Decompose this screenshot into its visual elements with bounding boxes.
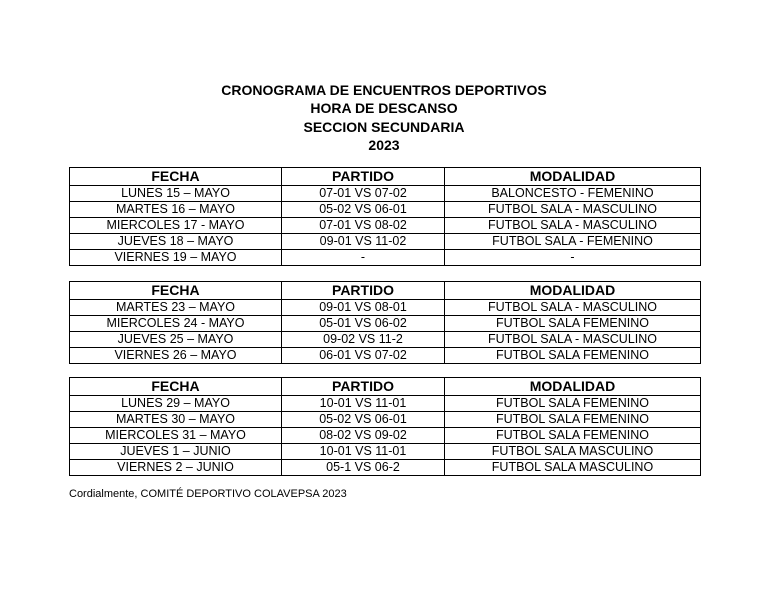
table-row — [70, 412, 701, 428]
table-row — [70, 316, 701, 332]
cell-partido: 06-01 VS 07-02 — [282, 348, 445, 364]
column-header-fecha: FECHA — [70, 168, 282, 186]
cell-modalidad: - — [445, 250, 701, 266]
cell-partido: 09-01 VS 11-02 — [282, 234, 445, 250]
schedule-table-week-2 — [69, 281, 701, 364]
table-row — [70, 348, 701, 364]
table-row — [70, 332, 701, 348]
cell-fecha: JUEVES 25 – MAYO — [70, 332, 282, 348]
cell-modalidad: FUTBOL SALA FEMENINO — [445, 428, 701, 444]
cell-modalidad: FUTBOL SALA - MASCULINO — [445, 218, 701, 234]
cell-fecha: MIERCOLES 24 - MAYO — [70, 316, 282, 332]
cell-partido: 08-02 VS 09-02 — [282, 428, 445, 444]
column-header-modalidad: MODALIDAD — [445, 282, 701, 300]
cell-modalidad: FUTBOL SALA MASCULINO — [445, 460, 701, 476]
cell-modalidad: BALONCESTO - FEMENINO — [445, 186, 701, 202]
cell-partido: 10-01 VS 11-01 — [282, 444, 445, 460]
cell-partido: 07-01 VS 07-02 — [282, 186, 445, 202]
document-subtitle-break-time: HORA DE DESCANSO — [310, 100, 458, 116]
cell-modalidad: FUTBOL SALA MASCULINO — [445, 444, 701, 460]
cell-partido: 07-01 VS 08-02 — [282, 218, 445, 234]
cell-partido: 05-01 VS 06-02 — [282, 316, 445, 332]
cell-modalidad: FUTBOL SALA FEMENINO — [445, 412, 701, 428]
cell-modalidad: FUTBOL SALA FEMENINO — [445, 316, 701, 332]
column-header-partido: PARTIDO — [282, 282, 445, 300]
cell-partido: 05-1 VS 06-2 — [282, 460, 445, 476]
cell-partido: 10-01 VS 11-01 — [282, 396, 445, 412]
document-title: CRONOGRAMA DE ENCUENTROS DEPORTIVOS — [221, 82, 547, 98]
table-row — [70, 396, 701, 412]
cell-modalidad: FUTBOL SALA - FEMENINO — [445, 234, 701, 250]
document-subtitle-section: SECCION SECUNDARIA — [303, 119, 465, 135]
table-row — [70, 444, 701, 460]
cell-fecha: MARTES 16 – MAYO — [70, 202, 282, 218]
table-header-row — [70, 168, 701, 186]
cell-fecha: LUNES 29 – MAYO — [70, 396, 282, 412]
cell-partido: 09-01 VS 08-01 — [282, 300, 445, 316]
cell-modalidad: FUTBOL SALA - MASCULINO — [445, 300, 701, 316]
cell-modalidad: FUTBOL SALA - MASCULINO — [445, 202, 701, 218]
cell-modalidad: FUTBOL SALA - MASCULINO — [445, 332, 701, 348]
cell-fecha: VIERNES 2 – JUNIO — [70, 460, 282, 476]
document-year: 2023 — [368, 137, 400, 153]
column-header-modalidad: MODALIDAD — [445, 378, 701, 396]
cell-modalidad: FUTBOL SALA FEMENINO — [445, 348, 701, 364]
cell-partido: - — [282, 250, 445, 266]
table-header-row — [70, 282, 701, 300]
table-header-row — [70, 378, 701, 396]
table-row — [70, 460, 701, 476]
cell-fecha: VIERNES 19 – MAYO — [70, 250, 282, 266]
table-row — [70, 234, 701, 250]
table-row — [70, 202, 701, 218]
cell-fecha: JUEVES 1 – JUNIO — [70, 444, 282, 460]
signature-footer: Cordialmente, COMITÉ DEPORTIVO COLAVEPSA 2023 — [69, 488, 347, 500]
schedule-table-week-1 — [69, 167, 701, 266]
cell-fecha: LUNES 15 – MAYO — [70, 186, 282, 202]
table-row — [70, 428, 701, 444]
cell-partido: 05-02 VS 06-01 — [282, 202, 445, 218]
column-header-modalidad: MODALIDAD — [445, 168, 701, 186]
cell-fecha: MIERCOLES 17 - MAYO — [70, 218, 282, 234]
column-header-partido: PARTIDO — [282, 168, 445, 186]
cell-partido: 09-02 VS 11-2 — [282, 332, 445, 348]
cell-modalidad: FUTBOL SALA FEMENINO — [445, 396, 701, 412]
column-header-partido: PARTIDO — [282, 378, 445, 396]
cell-partido: 05-02 VS 06-01 — [282, 412, 445, 428]
column-header-fecha: FECHA — [70, 282, 282, 300]
cell-fecha: JUEVES 18 – MAYO — [70, 234, 282, 250]
cell-fecha: MIERCOLES 31 – MAYO — [70, 428, 282, 444]
table-row — [70, 186, 701, 202]
schedule-table-week-3 — [69, 377, 701, 476]
table-row — [70, 250, 701, 266]
cell-fecha: MARTES 23 – MAYO — [70, 300, 282, 316]
column-header-fecha: FECHA — [70, 378, 282, 396]
table-row — [70, 218, 701, 234]
table-row — [70, 300, 701, 316]
cell-fecha: MARTES 30 – MAYO — [70, 412, 282, 428]
cell-fecha: VIERNES 26 – MAYO — [70, 348, 282, 364]
